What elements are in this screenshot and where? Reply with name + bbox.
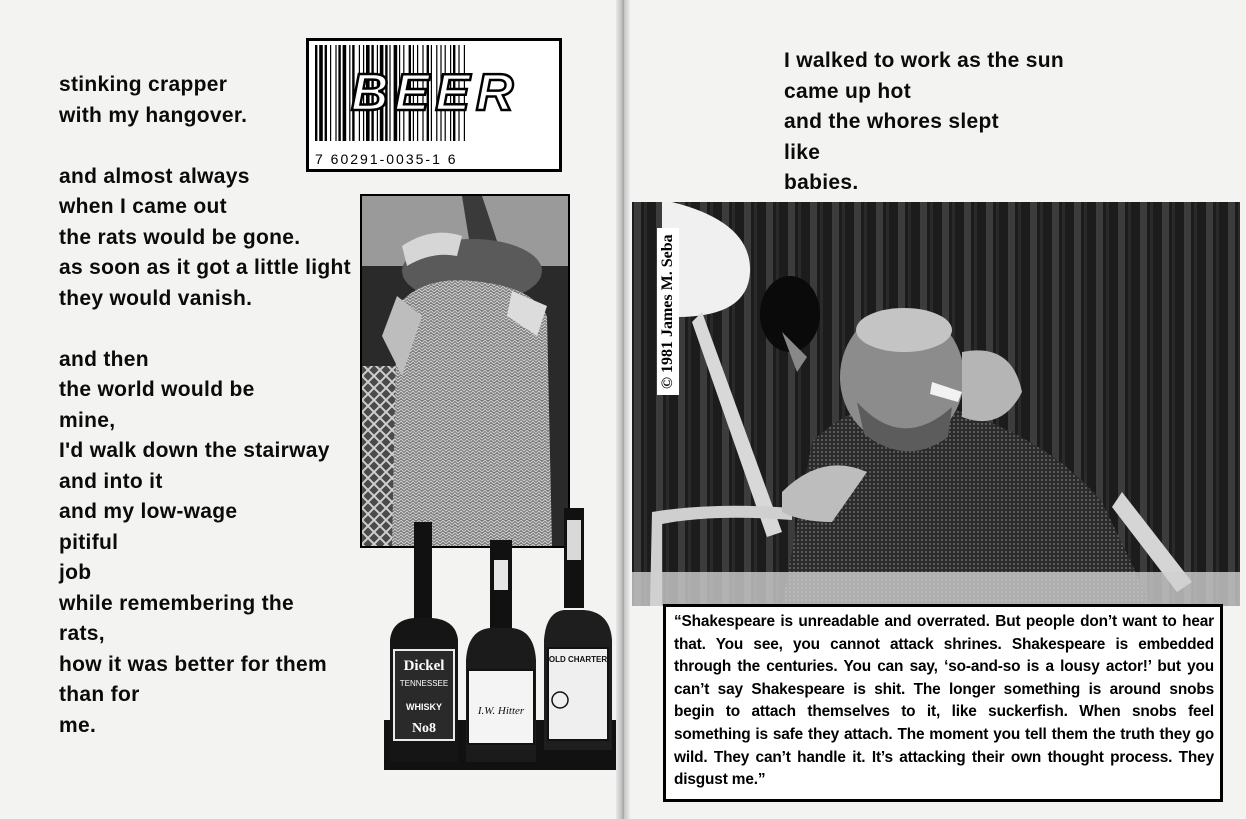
book-gutter	[616, 0, 630, 819]
poem-line: and almost always	[59, 164, 250, 188]
poem-line: I'd walk down the stairway	[59, 439, 330, 462]
barcode-number: 7 60291-0035-1 6	[315, 151, 458, 167]
drinking-man-photo	[632, 202, 1240, 606]
quote-box	[663, 604, 1223, 802]
barcode-bar	[319, 45, 323, 141]
bottle1-label-4: No8	[411, 721, 437, 736]
barcode-bar	[343, 45, 347, 141]
poem-line: job	[59, 561, 92, 584]
old-charter-bottle	[544, 508, 612, 750]
right-poem	[784, 46, 1064, 199]
poem-line: like	[784, 140, 821, 164]
barcode-beer-word: BEER	[351, 64, 520, 122]
whiskey-bottles	[384, 500, 616, 770]
bottle1-label-2: TENNESSEE	[399, 679, 449, 688]
poem-line: how it was better for them	[59, 652, 327, 676]
beer-barcode-label	[306, 38, 562, 172]
poem-line: and into it	[59, 469, 163, 493]
poem-line: with my hangover.	[59, 103, 248, 127]
poem-line: the rats would be gone.	[59, 225, 301, 249]
poem-line: came up hot	[784, 79, 911, 103]
drinking-man-photo-image	[632, 202, 1240, 606]
poem-line: babies.	[784, 171, 859, 194]
barcode-bar	[325, 45, 327, 141]
hitter-bottle	[466, 540, 536, 762]
poem-line: when I came out	[59, 195, 227, 218]
bottle1-label-1: Dickel	[403, 658, 445, 674]
man-photo-image	[362, 196, 568, 546]
bottle3-label: OLD CHARTER	[548, 655, 608, 664]
poem-line: and my low-wage	[59, 500, 238, 523]
barcode-bar	[330, 45, 331, 141]
poem-line: pitiful	[59, 530, 119, 554]
poem-line: rats,	[59, 622, 105, 645]
bottle2-label: I.W. Hitter	[477, 705, 525, 717]
poem-line: the world would be	[59, 378, 255, 401]
poem-line: they would vanish.	[59, 286, 253, 310]
poem-line: mine,	[59, 408, 116, 432]
photo-credit: © 1981 James M. Seba	[657, 228, 679, 395]
dickel-bottle	[390, 522, 458, 762]
poem-line: and then	[59, 347, 149, 371]
poem-line: I walked to work as the sun	[784, 49, 1065, 72]
bukowski-quote: “Shakespeare is unreadable and overrated. But people don’t want to hear that. You see, you cannot attack shrines. Shakespeare is embedded through the centuries. You can say, ‘so-and-so is a lousy actor!’ but you can’t say Shakespeare is shit. The longer something is around snobs begin to attach themselves to it, like suckerfish. When snobs feel something is safe they attach. The moment you tell them the truth they go wild. They can’t handle it. It’s attacking their own thought process. They disgust me.”	[674, 613, 1214, 789]
poem-line: me.	[59, 713, 97, 737]
man-photo	[360, 194, 570, 548]
poem-line: than for	[59, 683, 140, 706]
barcode-bar	[338, 45, 340, 141]
barcode-bar	[335, 45, 336, 141]
bottle1-label-3: WHISKY	[406, 702, 442, 712]
poem-line: as soon as it got a little light	[59, 256, 351, 279]
poem-line: and the whores slept	[784, 110, 999, 133]
poem-line: while remembering the	[59, 591, 295, 615]
poem-line: stinking crapper	[59, 73, 228, 96]
poem-line	[59, 314, 351, 345]
barcode-bar	[315, 45, 317, 141]
